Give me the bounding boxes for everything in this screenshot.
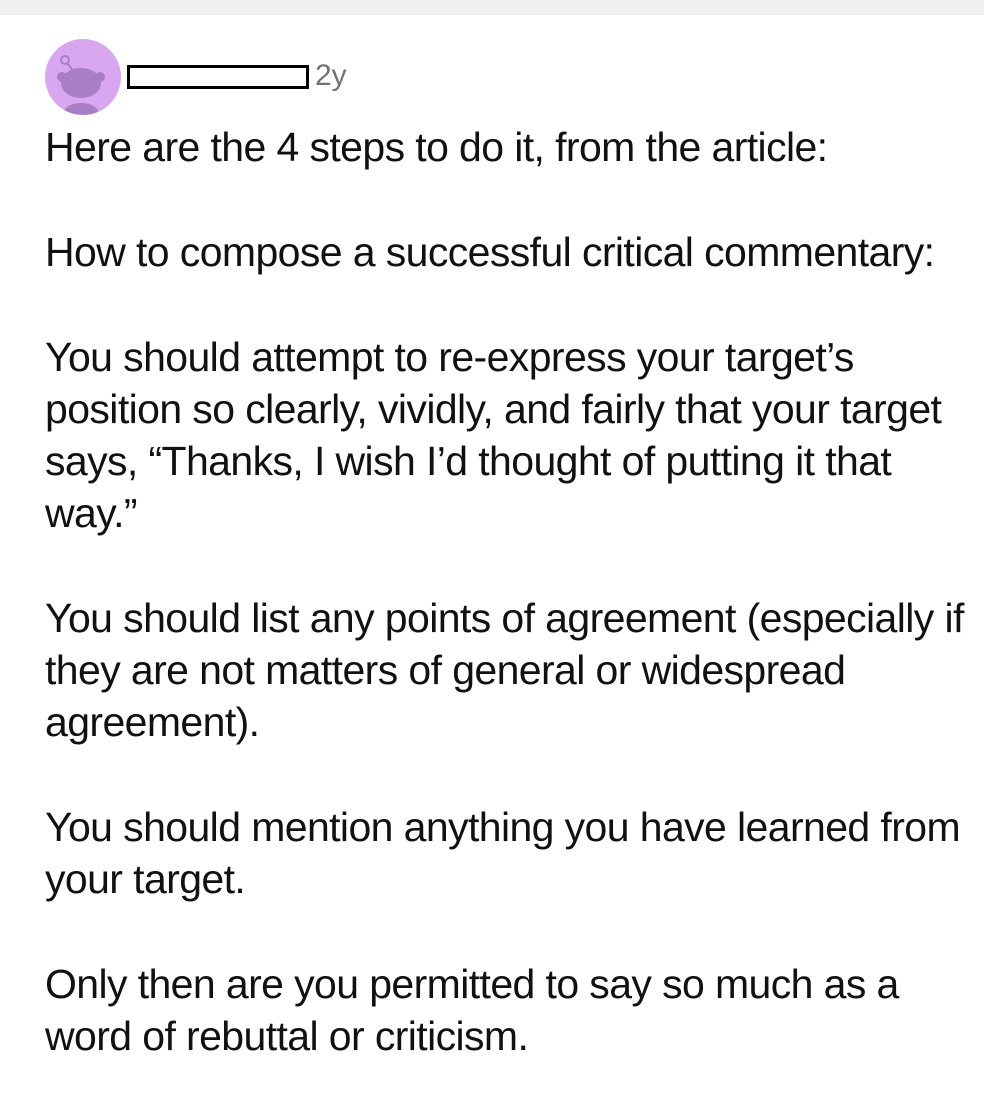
snoo-avatar-icon: [45, 39, 121, 115]
comment-paragraph: You should attempt to re-express your target’s position so clearly, vividly, and fairly that your target says, “Thanks, I wish I’d thought of putting it that way.”: [45, 334, 942, 536]
comment-paragraph: Only then are you permitted to say so much as a word of rebuttal or criticism.: [45, 961, 899, 1059]
comment-paragraph: Here are the 4 steps to do it, from the article:: [45, 124, 828, 170]
comment-age: 2y: [315, 59, 347, 92]
top-divider: [0, 0, 984, 15]
comment: [0, 15, 984, 1120]
user-avatar[interactable]: [45, 39, 121, 115]
comment-paragraph: You should list any points of agreement (especially if they are not matters of general or widespread agreement).: [45, 595, 964, 745]
comment-paragraph: How to compose a successful critical commentary:: [45, 229, 935, 275]
comment-header: [45, 39, 347, 115]
comment-paragraph: You should mention anything you have learned from your target.: [45, 804, 961, 902]
comment-body: [45, 121, 975, 1115]
username-redacted[interactable]: [127, 65, 309, 89]
